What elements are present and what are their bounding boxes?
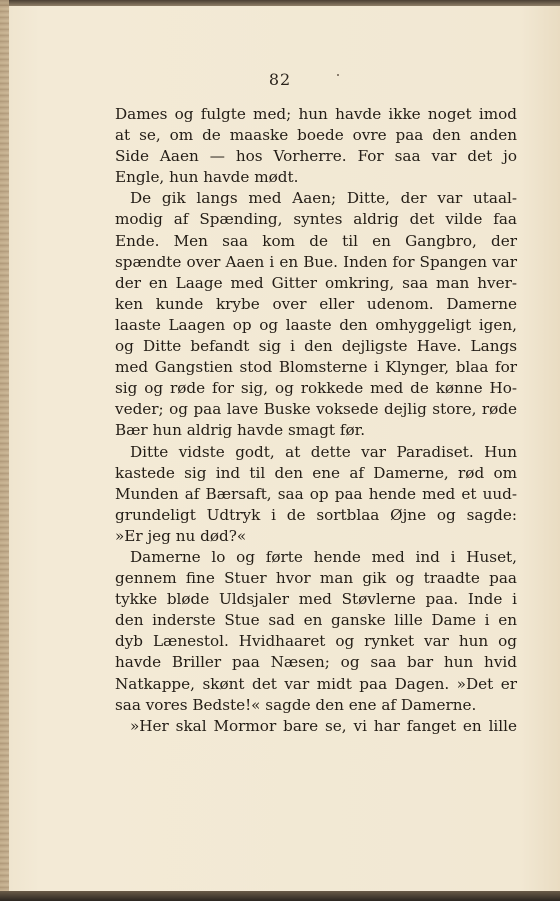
page-number: 82 (268, 70, 292, 89)
text-line: havde Briller paa Næsen; og saa bar hun hvid (115, 653, 517, 672)
text-line: Bær hun aldrig havde smagt før. (115, 421, 366, 440)
text-line: veder; og paa lave Buske voksede dejlig store, røde (115, 400, 517, 419)
text-line: Munden af Bærsaft, saa op paa hende med et uud- (115, 484, 517, 503)
ink-speck (337, 74, 339, 76)
text-line: kastede sig ind til den ene af Damerne, rød om (115, 463, 517, 482)
text-line: Natkappe, skønt det var midt paa Dagen. »Det er (115, 674, 517, 693)
text-line: De gik langs med Aaen; Ditte, der var utaal- (130, 189, 517, 208)
text-line: gennem fine Stuer hvor man gik og traadte paa (115, 569, 517, 588)
text-line: den inderste Stue sad en ganske lille Dame i en (115, 611, 517, 630)
text-line: Dames og fulgte med; hun havde ikke noget imod (115, 105, 517, 123)
text-line: med Gangstien stod Blomsterne i Klynger, blaa for (115, 358, 517, 377)
text-line: saa vores Bedste!« sagde den ene af Damerne. (115, 695, 477, 714)
text-line: grundeligt Udtryk i de sortblaa Øjne og sagde: (115, 505, 517, 524)
text-line: Ditte vidste godt, at dette var Paradiset. Hun (130, 442, 517, 461)
body-text (115, 104, 517, 737)
text-line: Engle, hun havde mødt. (115, 168, 299, 187)
text-line: Ende. Men saa kom de til en Gangbro, der (115, 231, 517, 250)
binding-edge (0, 0, 9, 901)
text-line: Side Aaen — hos Vorherre. For saa var det jo (115, 147, 517, 166)
page-top-edge (0, 0, 560, 6)
text-line: og Ditte befandt sig i den dejligste Have. Langs (115, 337, 517, 356)
text-line: sig og røde for sig, og rokkede med de kønne Ho- (115, 379, 517, 398)
text-line: dyb Lænestol. Hvidhaaret og rynket var hun og (115, 632, 517, 651)
text-line: »Er jeg nu død?« (115, 526, 247, 545)
text-line: der en Laage med Gitter omkring, saa man hver- (115, 273, 517, 292)
text-line: laaste Laagen op og laaste den omhyggeligt igen, (115, 315, 517, 334)
text-line: at se, om de maaske boede ovre paa den anden (115, 126, 517, 145)
page-bottom-edge (0, 891, 560, 901)
text-line: tykke bløde Uldsjaler med Støvlerne paa. Inde i (115, 590, 517, 609)
text-line: spændte over Aaen i en Bue. Inden for Spangen var (115, 252, 517, 271)
text-line: »Her skal Mormor bare se, vi har fanget en lille (130, 716, 517, 735)
text-line: ken kunde krybe over eller udenom. Damerne (115, 294, 517, 313)
text-line: Damerne lo og førte hende med ind i Huset, (130, 547, 517, 566)
text-line: modig af Spænding, syntes aldrig det vilde faa (115, 210, 517, 229)
